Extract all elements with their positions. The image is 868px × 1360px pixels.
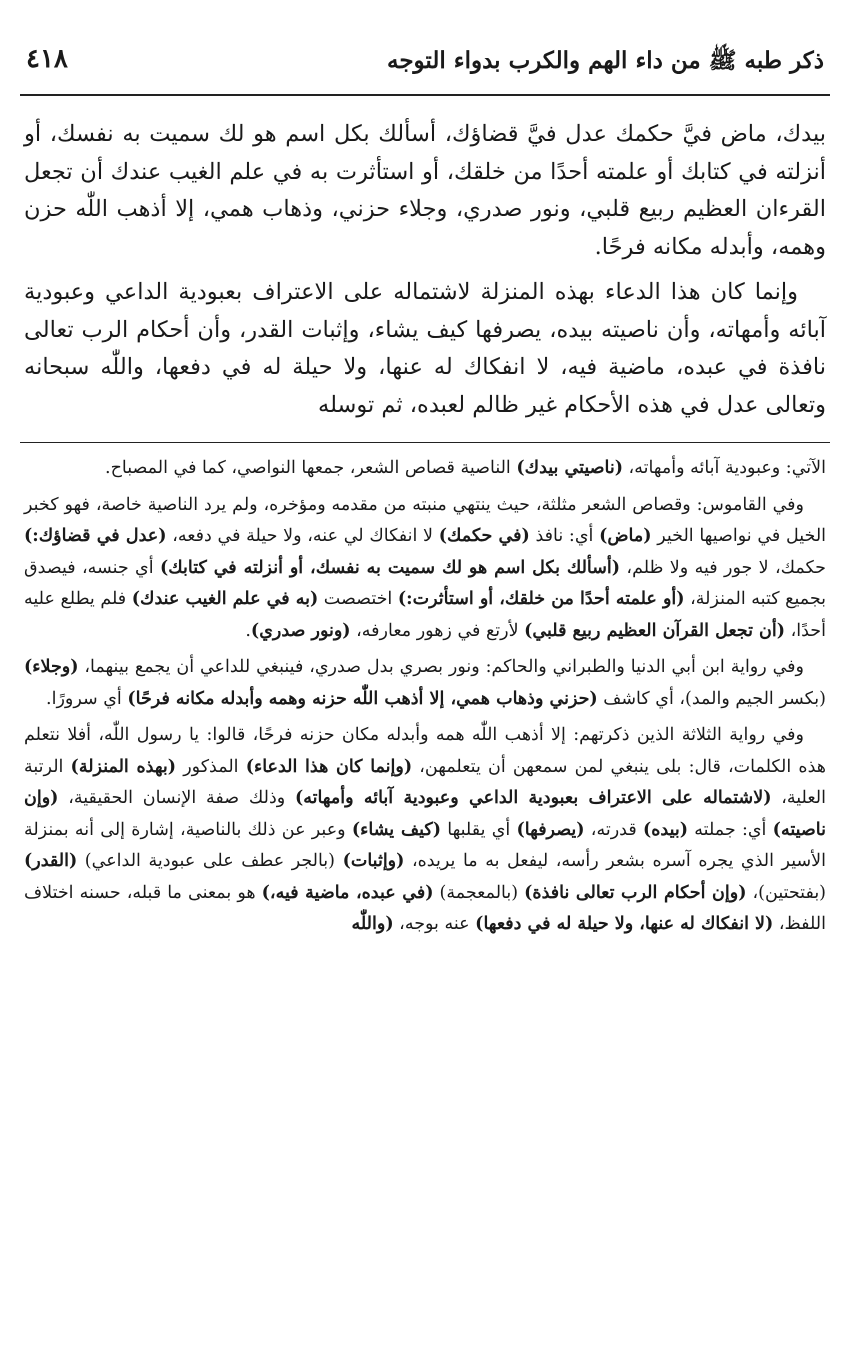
text-run: أي: جملته — [688, 819, 773, 840]
text-run: أي: نافذ — [529, 526, 600, 546]
text-run: وفي القاموس: وقصاص الشعر مثلثة، حيث ينتهي منبته من مقدمه ومؤخره، ولم يرد الناصية خاصة، فهو كخبر الخيل في نواصيها الخير — [24, 494, 827, 546]
text-run: أي جنسه، فيصدق بجميع كتبه المنزلة، — [24, 557, 827, 609]
bold-quote: (حزني وذهاب همي، إلا أذهب اللّٰه حزنه وهمه وأبدله مكانه فرحًا) — [127, 688, 598, 709]
bold-quote: (وإثبات) — [342, 851, 405, 871]
text-run: قدرته، — [584, 819, 643, 840]
footnote-paragraph — [24, 453, 826, 485]
bold-quote: (القدر) — [24, 851, 78, 871]
bold-quote: (وإن ناصيته) — [24, 788, 826, 840]
bold-quote: (يصرفها) — [516, 819, 585, 840]
page-number: ٤١٨ — [26, 44, 68, 74]
bold-quote: (لا انفكاك له عنها، ولا حيلة له في دفعها) — [475, 914, 774, 934]
footnote-paragraph — [24, 720, 826, 941]
text-run: الرتبة العلية، — [24, 756, 826, 808]
running-header — [20, 30, 830, 96]
bold-quote: (وإن أحكام الرب تعالى نافذة) — [524, 882, 747, 903]
bold-quote: (عدل في قضاؤك:) — [24, 526, 167, 546]
text-run: لا انفكاك لي عنه، ولا حيلة في دفعه، — [166, 526, 439, 546]
footnote-separator — [20, 442, 830, 443]
bold-quote: (في عبده، ماضية فيه،) — [261, 882, 434, 903]
bold-quote: (أن تجعل القرآن العظيم ربيع قلبي) — [524, 620, 786, 641]
text-run: هو بمعنى ما قبله، حسنه اختلاف اللفظ، — [24, 882, 826, 934]
bold-quote: (ناصيتي بيدك) — [516, 458, 623, 478]
bold-quote: (به في علم الغيب عندك) — [131, 589, 319, 609]
text-run: (بكسر الجيم والمد)، أي كاشف — [597, 688, 826, 709]
footnote-paragraph — [24, 490, 826, 648]
text-run: وفي رواية ابن أبي الدنيا والطبراني والحاكم: ونور بصري بدل صدري، فينبغي للداعي أن يجمع بينهما، — [78, 657, 804, 677]
text-run: اختصصت — [318, 589, 398, 609]
text-run: المذكور — [176, 756, 246, 777]
text-run: (بفتحتين)، — [746, 882, 827, 903]
text-run: الآتي: وعبودية آبائه وأمهاته، — [622, 458, 826, 478]
footnote-paragraph — [24, 652, 826, 715]
text-run: فلم يطلع عليه أحدًا، — [24, 589, 826, 641]
bold-quote: (أو علمته أحدًا من خلقك، أو استأثرت:) — [397, 589, 685, 609]
main-paragraph: وإنما كان هذا الدعاء بهذه المنزلة لاشتماله على الاعتراف بعبودية الداعي وعبودية آبائه وأمهاته، وأن ناصيته بيده، يصرفها كيف يشاء، وإثبات القدر، وأن أحكام الرب تعالى نافذة في عبده، ماضية فيه، لا انفكاك له عنها، ولا حيلة له في دفعها، واللّٰه سبحانه وتعالى عدل في هذه الأحكام غير ظالم لعبده، ثم توسله — [24, 279, 826, 418]
text-run: . — [245, 620, 251, 641]
text-run: عنه بوجه، — [393, 914, 476, 934]
bold-quote: (لاشتماله على الاعتراف بعبودية الداعي وعبودية آبائه وأمهاته) — [294, 788, 772, 808]
text-run: (بالجر عطف على عبودية الداعي) — [77, 851, 343, 871]
footnotes — [20, 453, 830, 941]
bold-quote: (كيف يشاء) — [351, 819, 441, 840]
bold-quote: (بيده) — [642, 819, 689, 840]
main-text — [20, 116, 830, 424]
text-run: لأرتع في زهور معارفه، — [350, 620, 525, 641]
bold-quote: (بهذه المنزلة) — [70, 756, 177, 777]
bold-quote: (وإنما كان هذا الدعاء) — [245, 756, 413, 777]
text-run: وعبر عن ذلك بالناصية، إشارة إلى أنه بمنزلة الأسير الذي يجره آسره بشعر رأسه، ليفعل به ما يريده، — [24, 819, 826, 871]
bold-quote: (ونور صدري) — [250, 620, 351, 641]
text-run: (بالمعجمة) — [433, 882, 525, 903]
main-paragraph: بيدك، ماض فيَّ حكمك عدل فيَّ قضاؤك، أسألك بكل اسم هو لك سميت به نفسك، أو أنزلته في كتابك أو علمته أحدًا من خلقك، أو استأثرت به في علم الغيب عندك أن تجعل القرءان العظيم ربيع قلبي، ونور صدري، وجلاء حزني، وذهاب همي، إلا أذهب اللّٰه حزن وهمه، وأبدله مكانه فرحًا. — [24, 121, 826, 260]
bold-quote: (وجلاء) — [24, 657, 79, 677]
bold-quote: (في حكمك) — [438, 526, 530, 546]
book-page — [20, 30, 830, 1340]
bold-quote: (أسألك بكل اسم هو لك سميت به نفسك، أو أنزلته في كتابك) — [159, 557, 621, 578]
bold-quote: (واللّٰه — [351, 914, 394, 934]
chapter-title: ذكر طبه ﷺ من داء الهم والكرب بدواء التوجه — [387, 47, 824, 74]
text-run: وذلك صفة الإنسان الحقيقية، — [58, 788, 295, 808]
text-run: وفي رواية الثلاثة الذين ذكرتهم: إلا أذهب اللّٰه همه وأبدله مكان حزنه فرحًا، قالوا: يا رسول اللّٰه، أفلا نتعلم هذه الكلمات، قال: بلى ينبغي لمن سمعهن أن يتعلمهن، — [24, 725, 826, 777]
text-run: الناصية قصاص الشعر، جمعها النواصي، كما في المصباح. — [105, 458, 517, 478]
text-run: حكمك، لا جور فيه ولا ظلم، — [620, 557, 827, 578]
text-run: أي سرورًا. — [46, 688, 128, 709]
text-run: أي يقلبها — [440, 819, 517, 840]
bold-quote: (ماض) — [599, 526, 652, 546]
